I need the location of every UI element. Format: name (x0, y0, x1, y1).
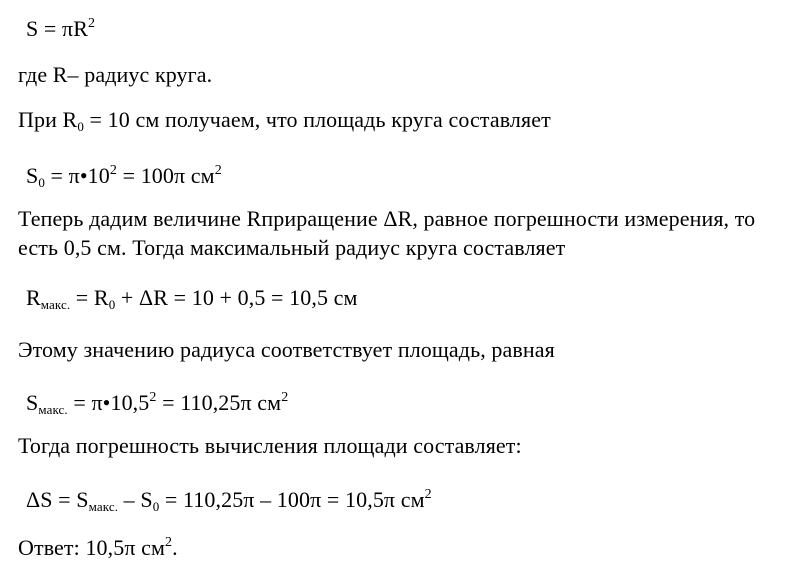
delta-s-s0-subscript: 0 (152, 499, 160, 514)
answer-line (18, 529, 178, 562)
error-line: Тогда погрешность вычисления площади составляет: (18, 433, 522, 458)
area-formula-lhs: S = πR (26, 16, 89, 41)
area-formula-exponent: 2 (88, 16, 96, 31)
given-subscript: 0 (77, 119, 84, 134)
s0-subscript: 0 (38, 175, 45, 190)
smax-symbol: S (26, 390, 39, 415)
where-line: где R– радиус круга. (18, 62, 213, 87)
delta-s-formula (26, 481, 432, 521)
rmax-r0-subscript: 0 (108, 297, 116, 312)
s0-middle: = π•10 (44, 163, 110, 188)
delta-s-minus: – S (118, 487, 153, 512)
rmax-symbol: R (26, 285, 41, 310)
given-rest: = 10 см получаем, что площадь круга составляет (83, 107, 551, 132)
given-prefix: При R (18, 107, 78, 132)
smax-exponent-1: 2 (149, 390, 157, 405)
answer-end: . (172, 535, 178, 560)
increment-paragraph-line-2: есть 0,5 см. Тогда максимальный радиус круга составляет (18, 235, 566, 260)
delta-s-lhs: ΔS = S (26, 487, 89, 512)
s0-formula (26, 157, 222, 197)
area-formula (26, 10, 95, 43)
smax-subscript: макс. (38, 402, 68, 417)
rmax-equals: = R (70, 285, 109, 310)
delta-s-subscript: макс. (88, 499, 119, 514)
s0-symbol: S (26, 163, 39, 188)
smax-formula (26, 384, 288, 424)
rmax-rest: + ΔR = 10 + 0,5 = 10,5 см (115, 285, 358, 310)
answer-exponent: 2 (165, 535, 173, 550)
given-line (18, 106, 551, 141)
increment-paragraph-line-1: Теперь дадим величине Rприращение ΔR, равное погрешности измерения, то (18, 206, 756, 231)
delta-s-rest: = 110,25π – 100π = 10,5π см (159, 487, 425, 512)
delta-s-exponent: 2 (424, 487, 432, 502)
area-line: Этому значению радиуса соответствует площадь, равная (18, 337, 555, 362)
s0-exponent-1: 2 (109, 163, 117, 178)
smax-exponent-2: 2 (281, 390, 289, 405)
smax-middle: = π•10,5 (67, 390, 150, 415)
rmax-formula (26, 284, 358, 319)
smax-rest: = 110,25π см (156, 390, 282, 415)
rmax-subscript: макс. (40, 297, 71, 312)
answer-text: Ответ: 10,5π см (18, 535, 166, 560)
s0-rest: = 100π см (116, 163, 215, 188)
s0-exponent-2: 2 (214, 163, 222, 178)
